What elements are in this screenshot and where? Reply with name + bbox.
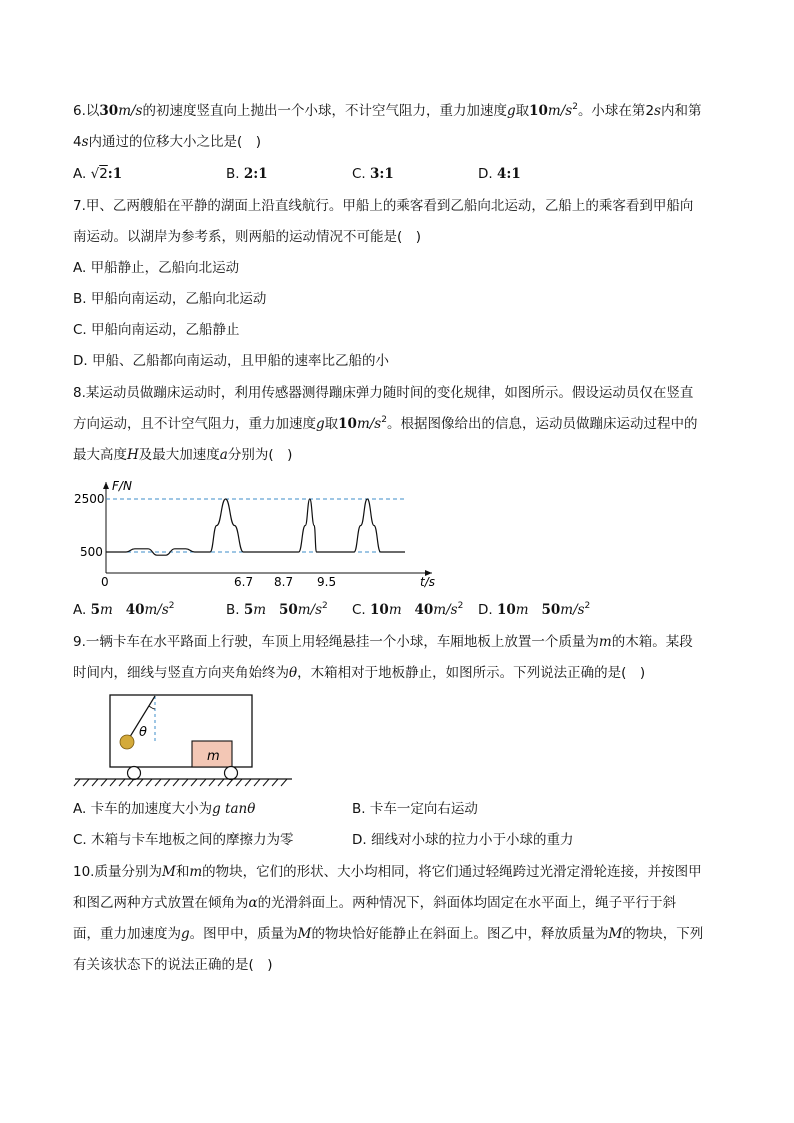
- q9-line-2: 时间内，细线与竖直方向夹角始终为θ，木箱相对于地板静止，如图所示。下列说法正确的是( ): [73, 665, 646, 681]
- angle-label: θ: [139, 725, 147, 740]
- q8-line-3: 最大高度H及最大加速度a分别为( ): [73, 447, 293, 463]
- q7-option-a: A. 甲船静止，乙船向北运动: [73, 260, 240, 276]
- hatch-mark: [101, 779, 107, 786]
- force-time-chart: [0, 476, 794, 596]
- q9-option-d: D. 细线对小球的拉力小于小球的重力: [352, 832, 574, 848]
- hatch-mark: [182, 779, 188, 786]
- hatch-mark: [227, 779, 233, 786]
- q7-line-1: 7.甲、乙两艘船在平静的湖面上沿直线航行。甲船上的乘客看到乙船向北运动，乙船上的乘客看到甲船向: [73, 198, 694, 214]
- q10-line-3: 面，重力加速度为g。图甲中，质量为M的物块恰好能静止在斜面上。图乙中，释放质量为M的物块，下列: [73, 926, 704, 942]
- angle-arc: [149, 706, 155, 709]
- hatch-mark: [83, 779, 89, 786]
- hatch-mark: [245, 779, 251, 786]
- q10-line-4: 有关该状态下的说法正确的是( ): [73, 957, 273, 973]
- q10-line-1: 10.质量分别为M和m的物块，它们的形状、大小均相同，将它们通过轻绳跨过光滑定滑轮连接，并按图甲: [73, 864, 702, 880]
- hatch-mark: [254, 779, 260, 786]
- x-tick-8.7: 8.7: [274, 575, 294, 589]
- hatch-mark: [146, 779, 152, 786]
- wheel-right: [225, 767, 238, 780]
- y-tick-2500: 2500: [74, 492, 105, 506]
- q9-line-1: 9.一辆卡车在水平路面上行驶，车顶上用轻绳悬挂一个小球，车厢地板上放置一个质量为m的木箱。某段: [73, 634, 693, 650]
- hatch-mark: [218, 779, 224, 786]
- force-curve: [106, 499, 405, 555]
- q9-option-a: A. 卡车的加速度大小为g tanθ: [73, 801, 256, 817]
- q7-option-b: B. 甲船向南运动，乙船向北运动: [73, 291, 267, 307]
- x-tick-9.5: 9.5: [317, 575, 337, 589]
- q8-option-d: D. 10m $50m/s^2$: [478, 601, 591, 618]
- ball: [120, 735, 134, 749]
- q6-line-2: 4s内通过的位移大小之比是( ): [73, 134, 262, 150]
- hatch-mark: [209, 779, 215, 786]
- hatch-mark: [164, 779, 170, 786]
- hatch-mark: [200, 779, 206, 786]
- q6-option-d: D. 4:1: [478, 166, 521, 182]
- hatch-mark: [137, 779, 143, 786]
- truck-figure: [0, 690, 794, 790]
- hatch-mark: [272, 779, 278, 786]
- q10-line-2: 和图乙两种方式放置在倾角为α的光滑斜面上。两种情况下，斜面体均固定在水平面上，绳子平行于斜: [73, 895, 677, 911]
- x-axis-label: t/s: [420, 575, 435, 589]
- q7-line-2: 南运动。以湖岸为参考系，则两船的运动情况不可能是( ): [73, 229, 422, 245]
- hatch-mark: [110, 779, 116, 786]
- hatch-mark: [92, 779, 98, 786]
- hatch-mark: [128, 779, 134, 786]
- q8-option-a: A. 5m $40m/s^2$: [73, 601, 175, 618]
- hatch-mark: [191, 779, 197, 786]
- wheel-left: [128, 767, 141, 780]
- box-label: m: [207, 749, 220, 764]
- ground-hatching: [74, 779, 287, 786]
- x-tick-6.7: 6.7: [234, 575, 254, 589]
- q6-option-a: A. √2:1: [73, 166, 123, 182]
- q8-option-b: B. 5m $50m/s^2$: [226, 601, 328, 618]
- hatch-mark: [281, 779, 287, 786]
- q7-option-c: C. 甲船向南运动，乙船静止: [73, 322, 240, 338]
- q9-option-c: C. 木箱与卡车地板之间的摩擦力为零: [73, 832, 294, 848]
- q8-line-2: 方向运动，且不计空气阻力，重力加速度g取$10m/s^2$。根据图像给出的信息，运动员做蹦床运动过程中的: [73, 415, 698, 432]
- q6-option-c: C. 3:1: [352, 166, 394, 182]
- q9-option-b: B. 卡车一定向右运动: [352, 801, 478, 817]
- q7-option-d: D. 甲船、乙船都向南运动，且甲船的速率比乙船的小: [73, 353, 389, 369]
- hatch-mark: [155, 779, 161, 786]
- x-tick-0: 0: [101, 575, 109, 589]
- q8-option-c: C. 10m $40m/s^2$: [352, 601, 464, 618]
- y-tick-500: 500: [80, 545, 103, 559]
- q6-option-b: B. 2:1: [226, 166, 268, 182]
- hatch-mark: [173, 779, 179, 786]
- hatch-mark: [236, 779, 242, 786]
- y-axis-label: F/N: [112, 479, 132, 493]
- q6-line-1: 6.以30m/s的初速度竖直向上抛出一个小球，不计空气阻力，重力加速度g取$10m/s^2$。小球在第2s内和第: [73, 102, 702, 119]
- hatch-mark: [74, 779, 80, 786]
- hatch-mark: [263, 779, 269, 786]
- q8-line-1: 8.某运动员做蹦床运动时，利用传感器测得蹦床弹力随时间的变化规律，如图所示。假设运动员仅在竖直: [73, 385, 694, 401]
- hatch-mark: [119, 779, 125, 786]
